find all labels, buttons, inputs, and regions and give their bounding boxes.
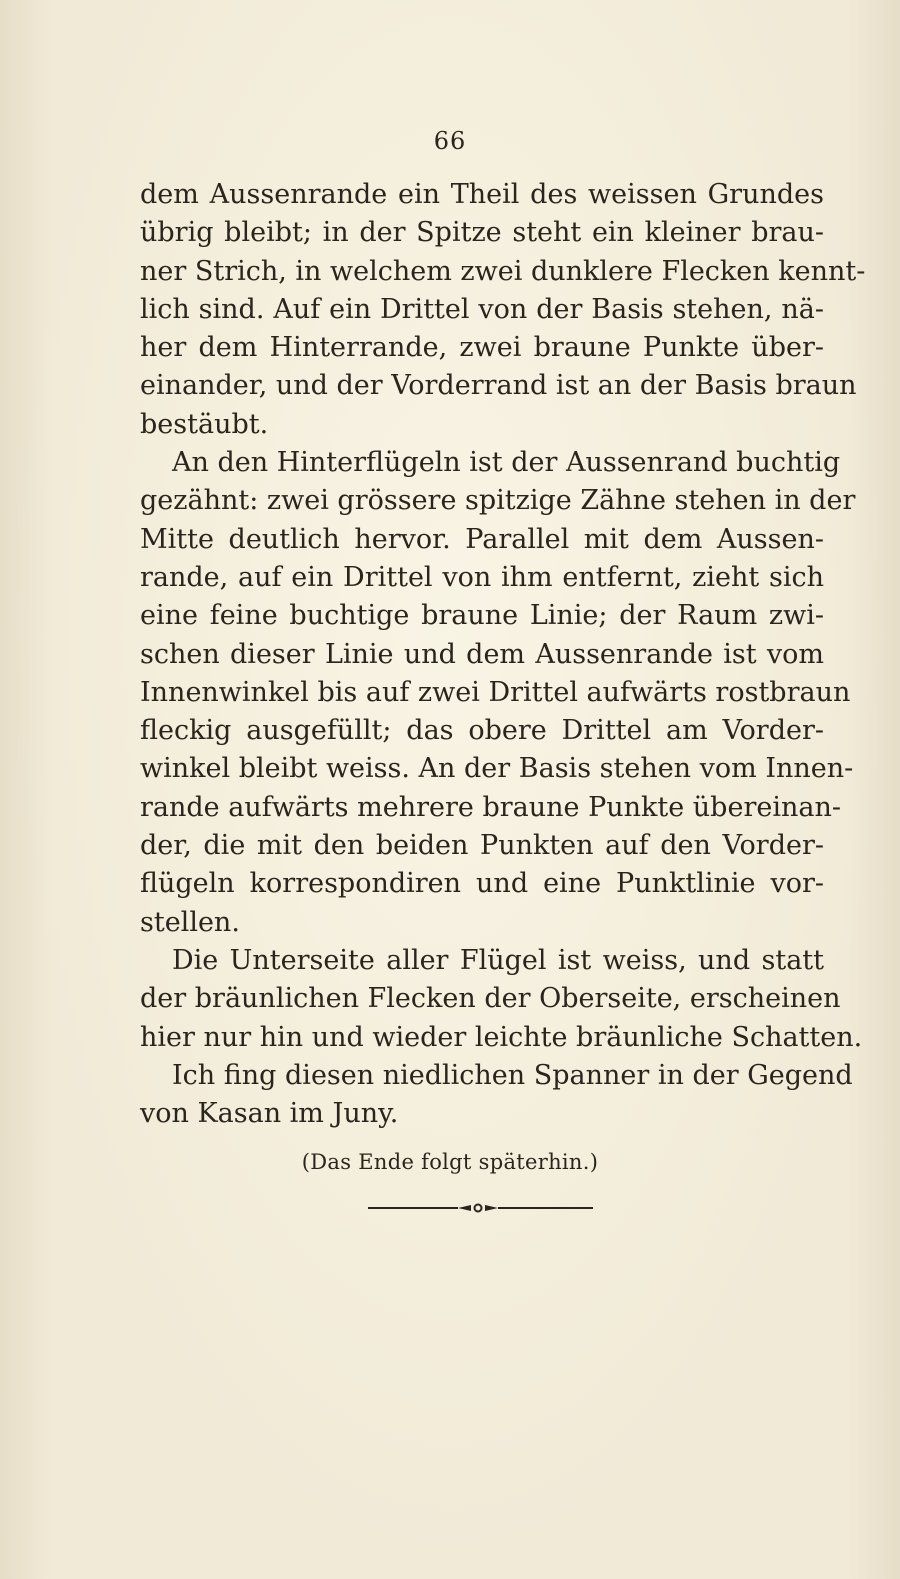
text-line: lich sind. Auf ein Drittel von der Basis stehen, nä- [140,293,824,325]
page-number: 66 [433,127,467,155]
body-text [140,176,866,1133]
text-line: rande aufwärts mehrere braune Punkte übereinan- [140,791,841,823]
text-line: An den Hinterflügeln ist der Aussenrand buchtig [172,447,841,479]
text-line: ner Strich, in welchem zwei dunklere Flecken kennt- [140,255,866,287]
text-line: her dem Hinterrande, zwei braune Punkte über- [140,332,824,364]
text-line: rande, auf ein Drittel von ihm entfernt, zieht sich [140,561,824,593]
ornamental-divider [368,1202,593,1214]
text-line: Mitte deutlich hervor. Parallel mit dem Aussen- [140,523,824,555]
text-line: Ich fing diesen niedlichen Spanner in der Gegend [172,1059,853,1091]
text-line: übrig bleibt; in der Spitze steht ein kleiner brau- [140,217,824,249]
text-line: flügeln korrespondiren und eine Punktlinie vor- [140,868,824,900]
text-line: stellen. [140,906,240,938]
text-line: bestäubt. [140,408,269,440]
text-line: hier nur hin und wieder leichte bräunliche Schatten. [140,1021,863,1053]
text-line: der, die mit den beiden Punkten auf den Vorder- [140,830,824,862]
text-line: fleckig ausgefüllt; das obere Drittel am Vorder- [140,715,824,747]
text-line: der bräunlichen Flecken der Oberseite, erscheinen [140,983,841,1015]
text-line: Die Unterseite aller Flügel ist weiss, und statt [172,944,824,976]
text-line: winkel bleibt weiss. An der Basis stehen vom Innen- [140,753,854,785]
text-line: eine feine buchtige braune Linie; der Raum zwi- [140,600,824,632]
text-line: Innenwinkel bis auf zwei Drittel aufwärts rostbraun [140,676,851,708]
text-line: einander, und der Vorderrand ist an der Basis braun [140,370,857,402]
text-line: schen dieser Linie und dem Aussenrande ist vom [140,638,824,670]
continuation-note: (Das Ende folgt späterhin.) [301,1150,599,1174]
text-line: gezähnt: zwei grössere spitzige Zähne stehen in der [140,485,856,517]
text-line: von Kasan im Juny. [140,1098,399,1130]
text-line: dem Aussenrande ein Theil des weissen Grundes [140,179,824,210]
